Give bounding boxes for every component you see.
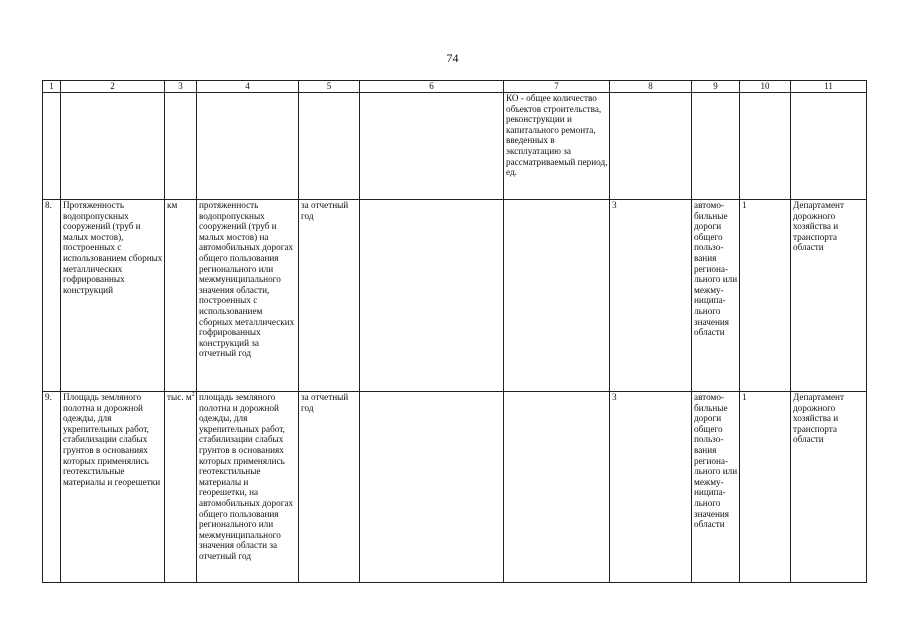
- column-header: 1: [43, 81, 61, 93]
- table-cell: [740, 93, 791, 200]
- indicator-name-cell: Протяженность водопропускных сооружений (труб и малых мостов), построенных с использованием сборных металлических гофрированных конструкций: [61, 200, 165, 392]
- definition-cell: площадь земляного полотна и дорожной одежды, для укрепительных работ, стабилизации слабых грунтов в основаниях которых применялись геотекстильные материалы и георешетки, на автомобильных дорогах общего пользования регионального или межмуниципального значения области за отчетный год: [197, 392, 299, 583]
- continuation-row: [43, 93, 867, 200]
- scope-cell: автомо-бильные дороги общего пользо-вания региона-льного или межму-ниципа-льного значения области: [692, 392, 740, 583]
- column-header: 11: [791, 81, 867, 93]
- table-cell: [299, 93, 360, 200]
- table-row: [43, 392, 867, 583]
- table-row: [43, 200, 867, 392]
- table-cell: [360, 200, 504, 392]
- method-cell: 3: [610, 392, 692, 583]
- indicator-table: [42, 80, 867, 583]
- table-cell: [504, 200, 610, 392]
- indicator-name-cell: Площадь земляного полотна и дорожной одежды, для укрепительных работ, стабилизации слабых грунтов в основаниях которых применялись геотекстильные материалы и георешетки: [61, 392, 165, 583]
- frequency-cell: 1: [740, 200, 791, 392]
- unit-superscript: 2: [191, 391, 195, 398]
- method-cell: 3: [610, 200, 692, 392]
- table-cell: [692, 93, 740, 200]
- column-header: 6: [360, 81, 504, 93]
- row-number-cell: 9.: [43, 392, 61, 583]
- table-cell: [504, 392, 610, 583]
- column-header: 4: [197, 81, 299, 93]
- unit-cell: [165, 392, 197, 583]
- page-number: 74: [446, 51, 459, 65]
- column-header: 9: [692, 81, 740, 93]
- scope-cell: автомо-бильные дороги общего пользо-вания региона-льного или межму-ниципа-льного значения области: [692, 200, 740, 392]
- column-header: 8: [610, 81, 692, 93]
- unit-text: тыс. м: [167, 392, 192, 402]
- responsible-cell: Департамент дорожного хозяйства и транспорта области: [791, 392, 867, 583]
- column-header-row: [43, 81, 867, 93]
- column-header: 5: [299, 81, 360, 93]
- unit-cell: км: [165, 200, 197, 392]
- formula-note-cell: КО - общее количество объектов строительства, реконструкции и капитального ремонта, введенных в эксплуатацию за рассматриваемый период, ед.: [504, 93, 610, 200]
- period-cell: за отчетный год: [299, 392, 360, 583]
- table-cell: [165, 93, 197, 200]
- definition-cell: протяженность водопропускных сооружений (труб и малых мостов) на автомобильных дорогах общего пользования регионального или межмуниципального значения области, построенных с использованием сборных металлических гофрированных конструкций за отчетный год: [197, 200, 299, 392]
- table-cell: [61, 93, 165, 200]
- table-cell: [791, 93, 867, 200]
- column-header: 10: [740, 81, 791, 93]
- column-header: 2: [61, 81, 165, 93]
- column-header: 3: [165, 81, 197, 93]
- table-cell: [610, 93, 692, 200]
- table-cell: [197, 93, 299, 200]
- table-cell: [360, 392, 504, 583]
- period-cell: за отчетный год: [299, 200, 360, 392]
- frequency-cell: 1: [740, 392, 791, 583]
- row-number-cell: 8.: [43, 200, 61, 392]
- table-cell: [43, 93, 61, 200]
- column-header: 7: [504, 81, 610, 93]
- responsible-cell: Департамент дорожного хозяйства и транспорта области: [791, 200, 867, 392]
- table-cell: [360, 93, 504, 200]
